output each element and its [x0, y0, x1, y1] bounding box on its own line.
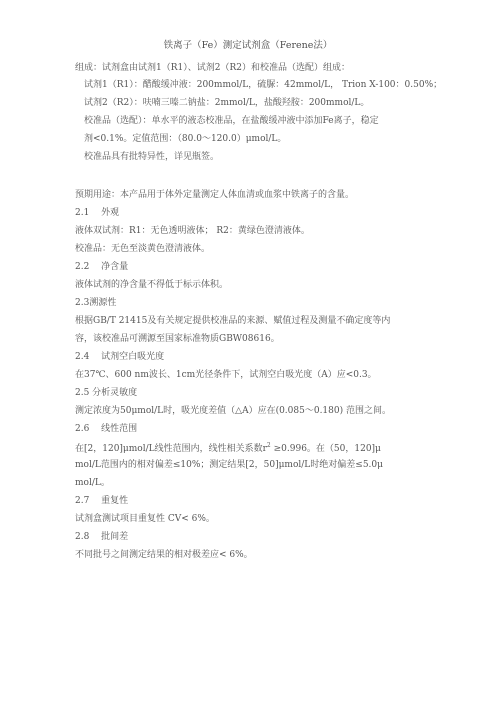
section-2-7-heading: 2.7 重复性 [75, 496, 129, 506]
calibrator-note: 校准品具有批特异性，详见瓶签。 [84, 152, 220, 162]
document-title: 铁离子（Fe）测定试剂盒（Ferene法） [163, 40, 333, 51]
reagent-2-line: 试剂2（R2）：呋喃三嗪二钠盐：2mmol/L，盐酸羟胺：200mmol/L。 [84, 98, 370, 108]
composition-line: 组成：试剂盒由试剂1（R1）、试剂2（R2）和校准品（选配）组成： [75, 63, 350, 73]
calibrator-line-2: 剂<0.1%。定值范围：（80.0～120.0）μmol/L。 [84, 134, 287, 144]
section-2-6-heading: 2.6 线性范围 [75, 424, 138, 434]
section-2-8-line-1: 不同批号之间测定结果的相对极差应< 6%。 [75, 550, 253, 560]
section-2-3-line-1: 根据GB/T 21415及有关规定提供校准品的来源、赋值过程及测量不确定度等内 [75, 316, 391, 326]
section-2-6-line-1 [75, 442, 381, 456]
section-2-1-line-2: 校准品：无色至淡黄色澄清液体。 [75, 244, 211, 254]
section-2-3-line-2: 容，该校准品可溯源至国家标准物质GBW08616。 [75, 334, 280, 344]
section-2-6-line-1-part-b: ≥0.996。在（50，120]μ [270, 444, 381, 454]
section-2-6-line-3: mol/L。 [75, 478, 110, 488]
section-2-4-heading: 2.4 试剂空白吸光度 [75, 352, 165, 362]
reagent-1-line: 试剂1（R1）：醋酸缓冲液：200mmol/L，硫脲：42mmol/L， Trion X-100：0.50%； [84, 80, 443, 90]
section-2-5-line-1: 测定浓度为50μmol/L时，吸光度差值（△A）应在(0.085～0.180) 范围之间。 [75, 406, 391, 416]
section-2-6-line-1-part-a: 在[2，120]μmol/L线性范围内，线性相关系数r [75, 444, 267, 454]
intended-use: 预期用途：本产品用于体外定量测定人体血清或血浆中铁离子的含量。 [75, 190, 355, 200]
calibrator-line-1: 校准品（选配）：单水平的液态校准品，在盐酸缓冲液中添加Fe离子，稳定 [84, 116, 379, 126]
section-2-6-line-2: mol/L范围内的相对偏差≤10%；测定结果[2，50]μmol/L时绝对偏差≤5.0μ [75, 460, 383, 470]
section-2-1-heading: 2.1 外观 [75, 208, 120, 218]
section-2-5-heading: 2.5 分析灵敏度 [75, 388, 138, 398]
section-2-8-heading: 2.8 批间差 [75, 532, 129, 542]
section-2-2-heading: 2.2 净含量 [75, 262, 129, 272]
superscript-2: 2 [266, 442, 271, 449]
section-2-7-line-1: 试剂盒测试项目重复性 CV< 6%。 [75, 514, 215, 524]
section-2-4-line-1: 在37℃、600 nm波长、1cm光径条件下，试剂空白吸光度（A）应<0.3。 [75, 370, 377, 380]
section-2-3-heading: 2.3溯源性 [75, 298, 117, 308]
section-2-2-line-1: 液体试剂的净含量不得低于标示体积。 [75, 280, 229, 290]
section-2-1-line-1: 液体双试剂：R1：无色透明液体； R2：黄绿色澄清液体。 [75, 226, 310, 236]
